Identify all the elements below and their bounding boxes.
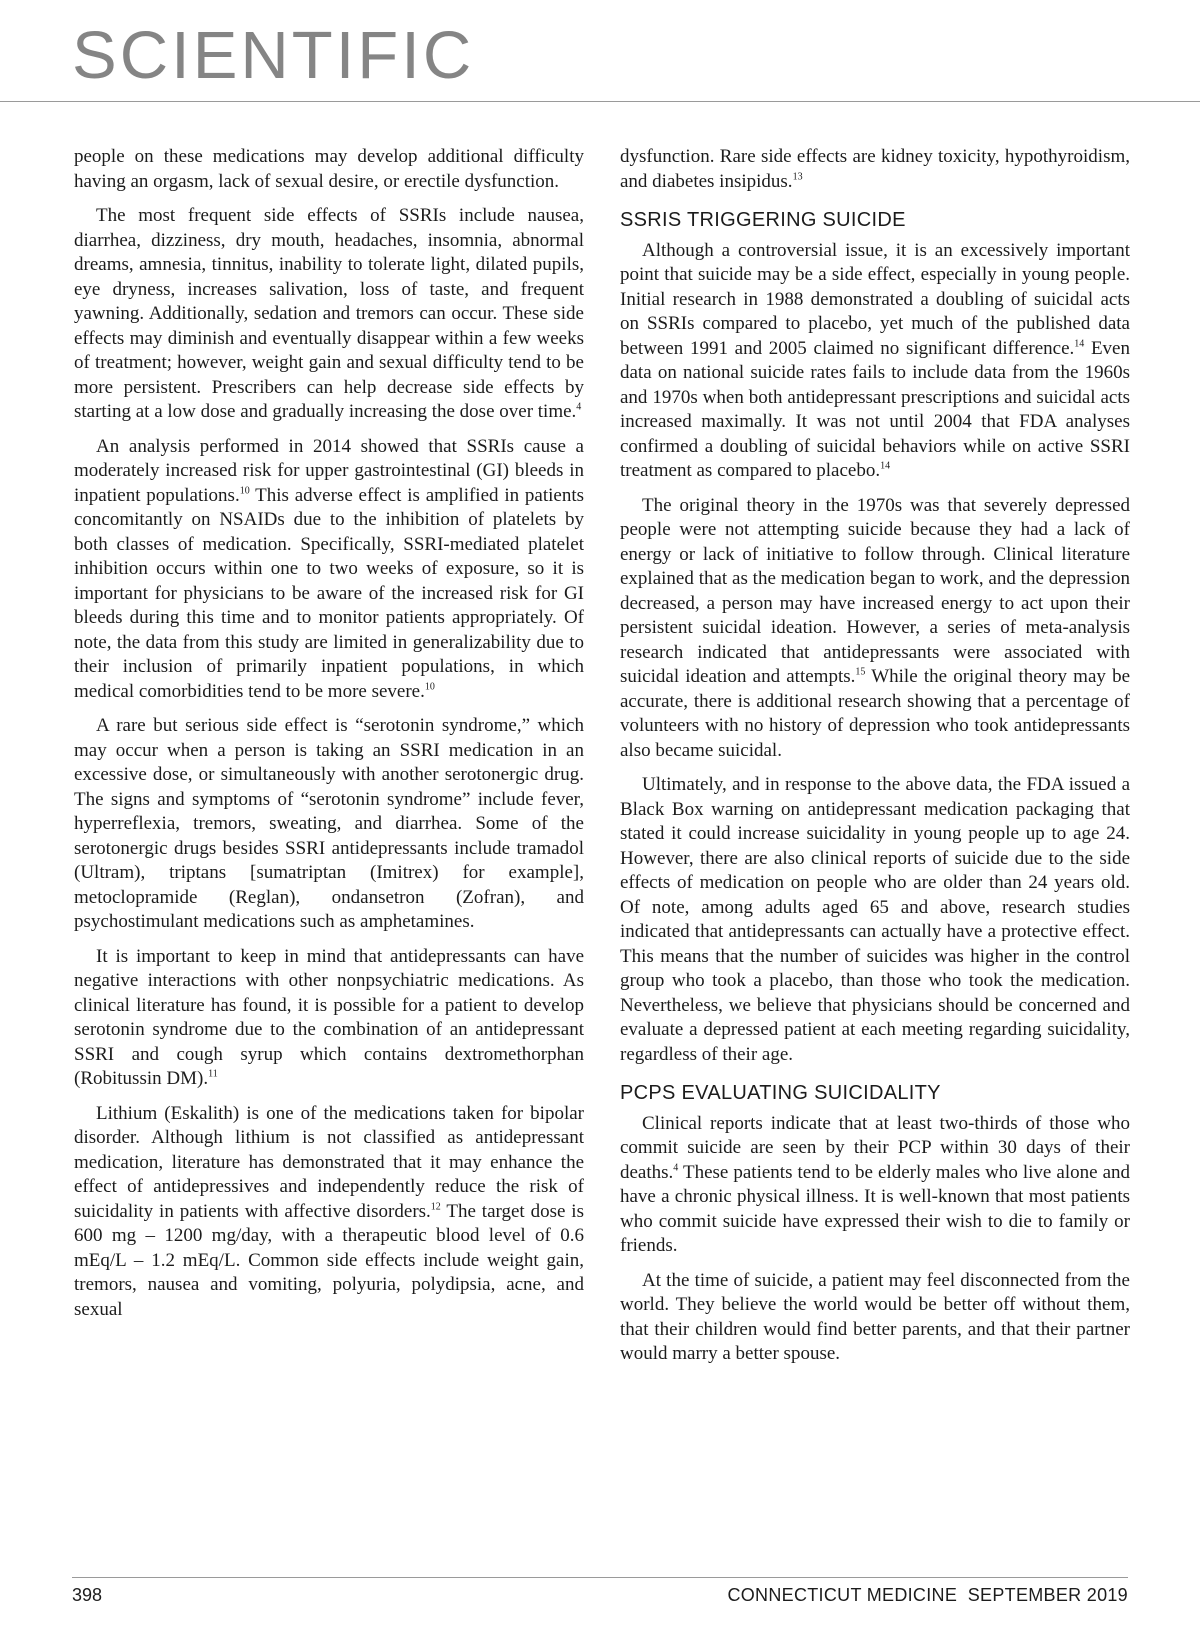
citation-ref: 15 <box>855 666 866 678</box>
paragraph: Clinical reports indicate that at least two-thirds of those who commit suicide are seen by their PCP within 30 days of their deaths.$^4$ These patients tend to be elderly males who live alone and have a chronic physical illness. It is well-known that most patients who commit suicide have expressed their wish to die to family or friends. <box>620 1112 1130 1256</box>
citation-ref: 14 <box>1074 338 1085 350</box>
journal-name: CONNECTICUT MEDICINE SEPTEMBER 2019 <box>727 1585 1128 1605</box>
paragraph: The most frequent side effects of SSRIs include nausea, diarrhea, dizziness, dry mouth, headaches, insomnia, abnormal dreams, amnesia, tinnitus, inability to tolerate light, dilated pupils, eye dryness, increases salivation, loss of taste, and frequent yawning. Additionally, sedation and tremors can occur. These side effects may diminish and eventually disappear within a few weeks of treatment; however, weight gain and sexual difficulty tend to be more persistent. Prescribers can help decrease side effects by starting at a low dose and gradually increasing the dose over time.$^4$ <box>74 205 584 422</box>
paragraph: An analysis performed in 2014 showed that SSRIs cause a moderately increased risk for upper gastrointestinal (GI) bleeds in inpatient populations.$^{10}$ This adverse effect is amplified in patients concomitantly on NSAIDs due to the inhibition of platelets by both classes of medication. Specifically, SSRI-mediated platelet inhibition occurs within one to two weeks of exposure, so it is important for physicians to be aware of the increased risk for GI bleeds during this time and to monitor patients appropriately. Of note, the data from this study are limited in generalizability due to their inclusion of primarily inpatient populations, in which medical comorbidities tend to be more severe.$^{10}$ <box>74 435 584 702</box>
citation-ref: 11 <box>208 1068 218 1080</box>
paragraph: Lithium (Eskalith) is one of the medications taken for bipolar disorder. Although lithium is not classified as antidepressant medication, literature has demonstrated that it may enhance the effect of antidepressives and independently reduce the risk of suicidality in patients with affective disorders.$^{12}$ The target dose is 600 mg – 1200 mg/day, with a therapeutic blood level of 0.6 mEq/L – 1.2 mEq/L. Common side effects include weight gain, tremors, nausea and vomiting, polyuria, polydipsia, acne, and sexual <box>74 1102 584 1320</box>
citation-ref: 4 <box>673 1162 679 1174</box>
citation-ref: 10 <box>424 681 435 693</box>
paragraph: Ultimately, and in response to the above data, the FDA issued a Black Box warning on antidepressant medication packaging that stated it could increase suicidality in young people up to age 24. However, there are also clinical reports of suicide due to the side effects of medication on people who are older than 24 years old. Of note, among adults aged 65 and above, research studies indicated that antidepressants can actually have a protective effect. This means that the number of suicides was higher in the control group who took a placebo, than those who took the medication. Nevertheless, we believe that physicians should be concerned and evaluate a depressed patient at each meeting regarding suicidality, regardless of their age. <box>620 774 1130 1065</box>
paragraph: A rare but serious side effect is “serotonin syndrome,” which may occur when a person is taking an SSRI medication in an excessive dose, or simultaneously with another serotonergic drug. The signs and symptoms of “serotonin syndrome” include fever, hyperreflexia, tremors, sweating, and diarrhea. Some of the serotonergic drugs besides SSRI antidepressants include tramadol (Ultram), triptans [sumatriptan (Imitrex) for example], metoclopramide (Reglan), ondansetron (Zofran), and psychostimulant medications such as amphetamines. <box>74 715 584 932</box>
paragraph: Although a controversial issue, it is an excessively important point that suicide may be a side effect, especially in young people. Initial research in 1988 demonstrated a doubling of suicidal acts on SSRIs compared to placebo, yet much of the published data between 1991 and 2005 claimed no significant difference.$^{14}$ Even data on national suicide rates fails to include data from the 1960s and 1970s when both antidepressant prescriptions and suicidal acts increased maximally. It was not until 2004 that FDA analyses confirmed a doubling of suicidal behaviors while on active SSRI treatment as compared to placebo.$^{14}$ <box>620 239 1130 481</box>
paragraph: At the time of suicide, a patient may feel disconnected from the world. They believe the world would be better off without them, that their children would find better parents, and that their partner would marry a better spouse. <box>620 1269 1130 1364</box>
section-heading: SSRIS TRIGGERING SUICIDE <box>620 209 906 231</box>
citation-ref: 4 <box>576 401 582 413</box>
footer-rule <box>72 1577 1128 1578</box>
citation-ref: 10 <box>239 485 250 497</box>
citation-ref: 13 <box>792 171 803 183</box>
paragraph: dysfunction. Rare side effects are kidney toxicity, hypothyroidism, and diabetes insipidus.$^{13}$ <box>620 146 1130 192</box>
section-title: SCIENTIFIC <box>72 18 475 93</box>
paragraph: The original theory in the 1970s was that severely depressed people were not attempting suicide because they had a lack of energy or lack of initiative to follow through. Clinical literature explained that as the medication began to work, and the depression decreased, a person may have increased energy to act upon their persistent suicidal ideation. However, a series of meta-analysis research indicated that antidepressants were associated with suicidal ideation and attempts.$^{15}$ While the original theory may be accurate, there is additional research showing that a percentage of volunteers with no history of depression who took antidepressants also became suicidal. <box>620 494 1131 761</box>
section-heading: PCPS EVALUATING SUICIDALITY <box>620 1082 941 1104</box>
citation-ref: 14 <box>880 460 891 472</box>
paragraph: It is important to keep in mind that antidepressants can have negative interactions with other nonpsychiatric medications. As clinical literature has found, it is possible for a patient to develop serotonin syndrome due to the combination of an antidepressant SSRI and cough syrup which contains dextromethorphan (Robitussin DM).$^{11}$ <box>74 945 584 1089</box>
right-column <box>620 145 1130 1377</box>
paragraph: people on these medications may develop additional difficulty having an orgasm, lack of sexual desire, or erectile dysfunction. <box>74 146 584 192</box>
citation-ref: 12 <box>430 1201 441 1213</box>
page-number: 398 <box>72 1585 103 1605</box>
left-column <box>74 145 584 1332</box>
header-rule <box>0 101 1200 102</box>
